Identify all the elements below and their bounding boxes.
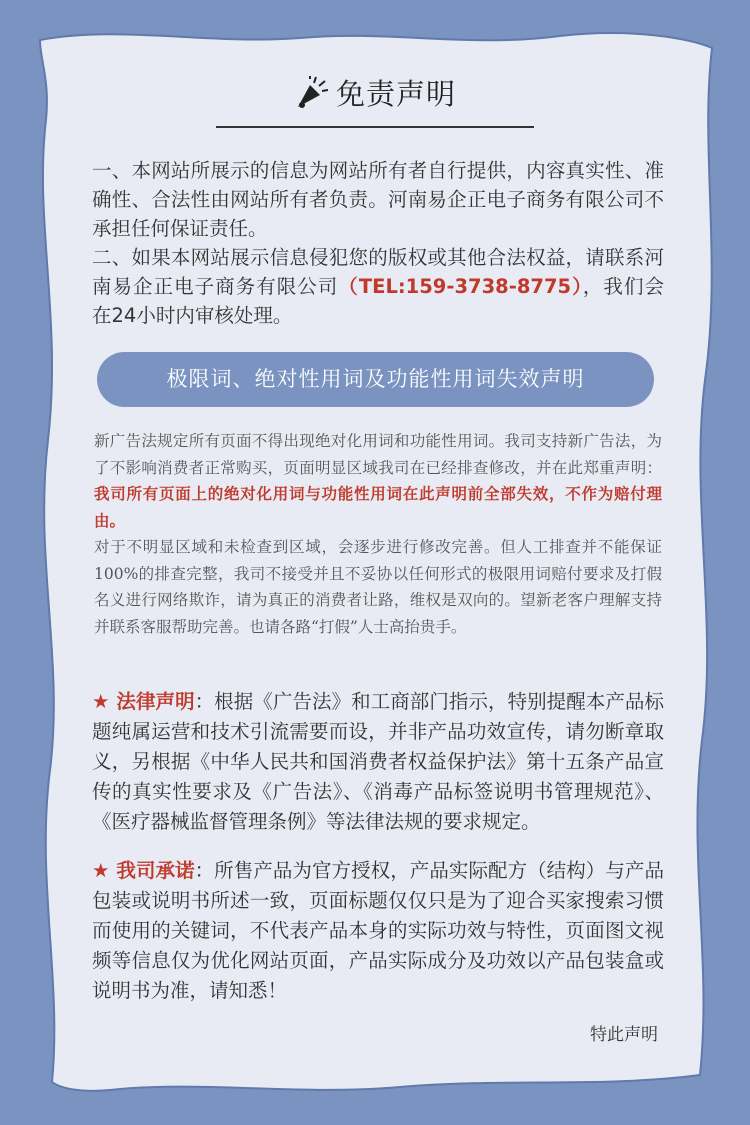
notice-paragraph: [94, 428, 662, 640]
disclaimer-item-2: 二、如果本网站展示信息侵犯您的版权或其他合法权益，请联系河南易企正电子商务有限公司: [92, 246, 664, 298]
page-title: 免责声明: [335, 77, 456, 111]
notice-highlight: 我司所有页面上的绝对化用词与功能性用词在此声明前全部失效，不作为赔付理由。: [94, 484, 662, 530]
disclaimer-item-1: 一、本网站所展示的信息为网站所有者自行提供，内容真实性、准确性、合法性由网站所有者负责。河南易企正电子商务有限公司不承担任何保证责任。: [92, 159, 664, 240]
promise-text: ：所售产品为官方授权，产品实际配方（结构）与产品包装或说明书所述一致，页面标题仅仅只是为了迎合买家搜索习惯而使用的关键词，不代表产品本身的实际功效与特性，页面图文视频等信息仅为优化网站页面，产品实际成分及功效以产品包装盒或说明书为准，请知悉！: [92, 859, 664, 1002]
notice-text-b: 对于不明显区域和未检查到区域，会逐步进行修改完善。但人工排查并不能保证100%的排查完整，我司不接受并且不妥协以任何形式的极限用词赔付要求及打假名义进行网络欺诈，请为真正的消费者让路，维权是双向的。望新老客户理解支持并联系客服帮助完善。也请各路“打假”人士高抬贵手。: [94, 538, 662, 636]
section-banner: 极限词、绝对性用词及功能性用词失效声明: [97, 352, 654, 407]
notice-text-a: 新广告法规定所有页面不得出现绝对化用词和功能性用词。我司支持新广告法，为了不影响消费者正常购买，页面明显区域我司在已经排查修改，并在此郑重声明：: [94, 432, 662, 477]
legal-label: ★ 法律声明: [92, 690, 195, 713]
legal-statement: [92, 687, 664, 837]
contact-phone: （TEL:159-3738-8775）: [338, 275, 583, 298]
company-promise: [92, 856, 664, 1006]
legal-text: ：根据《广告法》和工商部门指示，特别提醒本产品标题纯属运营和技术引流需要而设，并非产品功效宣传，请勿断章取义，另根据《中华人民共和国消费者权益保护法》第十五条产品宣传的真实性要求及《广告法》、《消毒产品标签说明书管理规范》、《医疗器械监督管理条例》等法律法规的要求规定。: [92, 690, 664, 833]
title-underline: [216, 126, 534, 128]
signoff-text: 特此声明: [590, 1025, 658, 1045]
disclaimer-item-2-end: ，我们会在24小时内审核处理。: [92, 275, 664, 327]
megaphone-icon: [294, 75, 330, 111]
disclaimer-paragraph: [92, 156, 664, 330]
title-area: [0, 72, 750, 115]
promise-label: ★ 我司承诺: [92, 859, 195, 882]
